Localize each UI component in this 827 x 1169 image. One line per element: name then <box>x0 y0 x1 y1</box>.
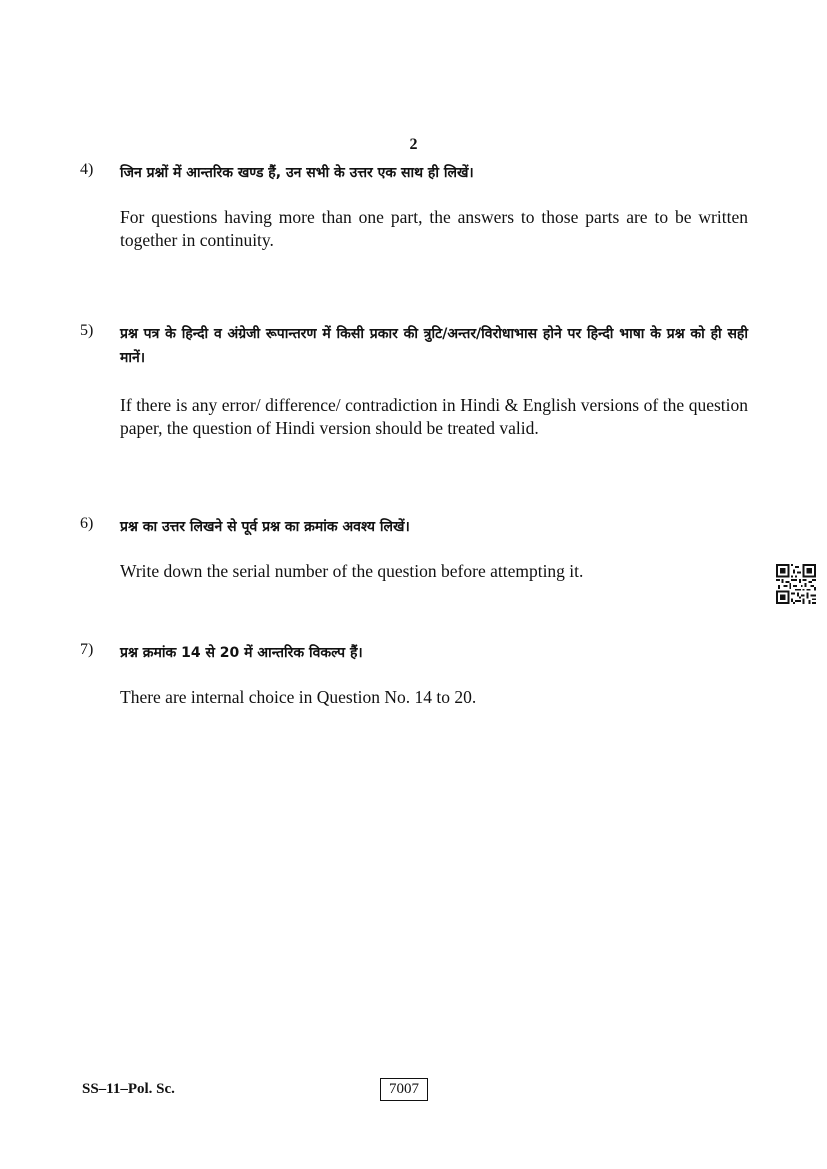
instruction-number: 5) <box>80 322 94 339</box>
instruction-english-text: If there is any error/ difference/ contradiction in Hindi & English versions of the question paper, the question of Hindi version should be treated valid. <box>120 395 748 438</box>
instruction-number: 4) <box>80 161 94 178</box>
instruction-hindi-text: प्रश्न पत्र के हिन्दी व अंग्रेजी रूपान्तरण में किसी प्रकार की त्रुटि/अन्तर/विरोधाभास होने पर हिन्दी भाषा के प्रश्न को ही सही मानें। <box>120 326 748 366</box>
subject-code: SS–11–Pol. Sc. <box>82 1081 175 1097</box>
qr-code-icon <box>776 564 816 604</box>
instruction-english-text: Write down the serial number of the question before attempting it. <box>120 561 584 581</box>
instruction-hindi-text: प्रश्न का उत्तर लिखने से पूर्व प्रश्न का क्रमांक अवश्य लिखें। <box>120 519 410 535</box>
instruction-hindi-text: प्रश्न क्रमांक 14 से 20 में आन्तरिक विकल्प हैं। <box>120 645 363 661</box>
paper-number-box: 7007 <box>380 1078 428 1101</box>
instruction-number: 7) <box>80 641 94 658</box>
instruction-english-text: For questions having more than one part, the answers to those parts are to be written together in continuity. <box>120 207 748 250</box>
instruction-english-text: There are internal choice in Question No. 14 to 20. <box>120 687 477 707</box>
page-number: 2 <box>409 136 418 153</box>
instruction-number: 6) <box>80 515 94 532</box>
instruction-hindi-text: जिन प्रश्नों में आन्तरिक खण्ड हैं, उन सभी के उत्तर एक साथ ही लिखें। <box>120 165 474 181</box>
